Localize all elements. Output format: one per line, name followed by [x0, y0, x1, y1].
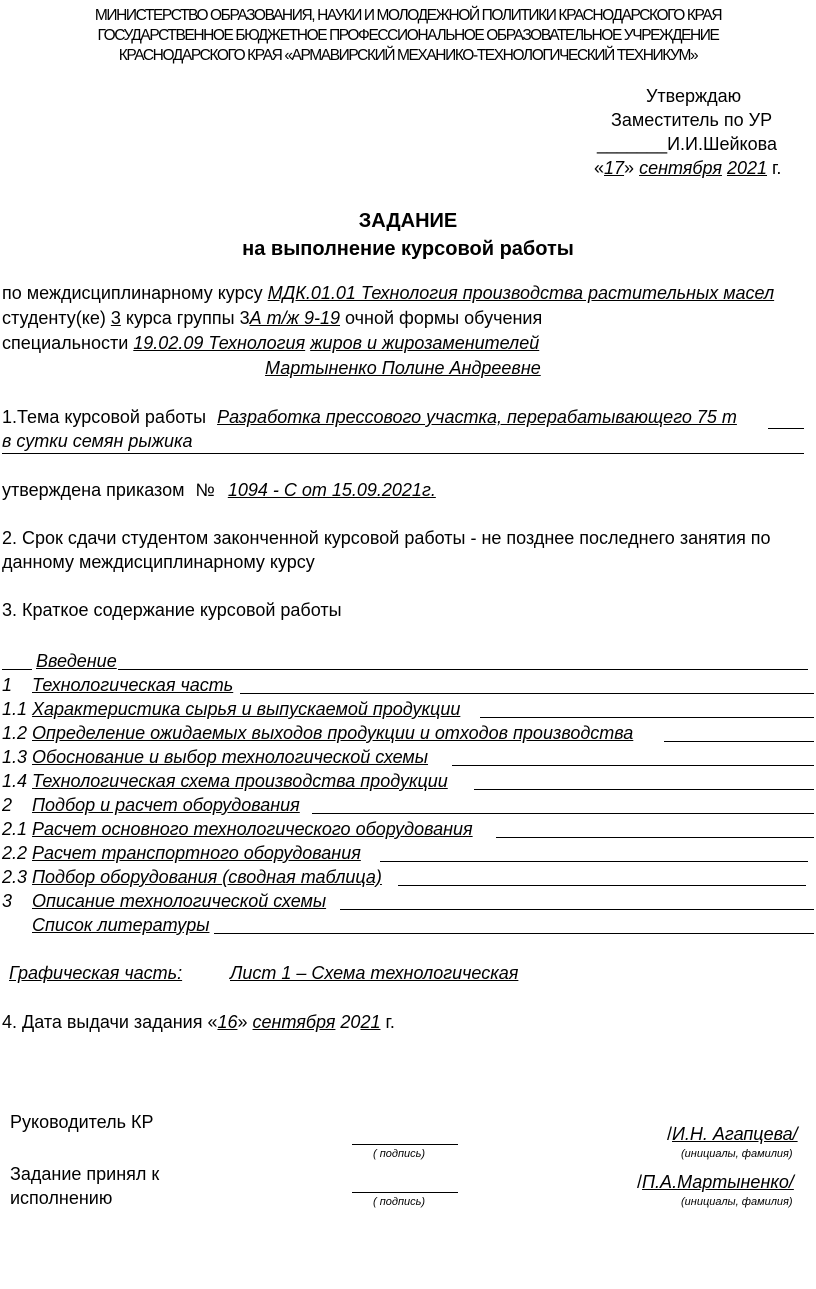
- issue-year-prefix: 20: [340, 1012, 361, 1032]
- ministry-line: МИНИСТЕРСТВО ОБРАЗОВАНИЯ, НАУКИ И МОЛОДЕЖНОЙ ПОЛИТИКИ КРАСНОДАРСКОГО КРАЯ: [94, 7, 722, 24]
- approval-day: 17: [604, 158, 625, 178]
- supervisor-name: И.Н. Агапцева/: [672, 1124, 798, 1144]
- toc-number: 1.1: [2, 699, 28, 719]
- institution-line: ГОСУДАРСТВЕННОЕ БЮДЖЕТНОЕ ПРОФЕССИОНАЛЬНОЕ ОБРАЗОВАТЕЛЬНОЕ УЧРЕЖДЕНИЕ: [97, 27, 719, 44]
- toc-fill-line: [452, 765, 814, 766]
- toc-item: [0, 745, 814, 769]
- student-name: Мартыненко Полине Андреевне: [265, 358, 541, 378]
- college-line: КРАСНОДАРСКОГО КРАЯ «АРМАВИРСКИЙ МЕХАНИКО-ТЕХНОЛОГИЧЕСКИЙ ТЕХНИКУМ»: [118, 47, 698, 64]
- toc-item: [0, 649, 814, 673]
- document-subtitle: на выполнение курсовой работы: [242, 238, 574, 260]
- toc-text: Описание технологической схемы: [32, 891, 327, 911]
- toc-item: [0, 673, 814, 697]
- toc-text: Подбор и расчет оборудования: [32, 795, 300, 815]
- content-heading: 3. Краткое содержание курсовой работы: [2, 600, 342, 620]
- toc-item: [0, 841, 814, 865]
- course-number: 3: [110, 308, 121, 328]
- issue-month: сентября: [252, 1012, 336, 1032]
- toc-item: [0, 865, 814, 889]
- toc-text: Определение ожидаемых выходов продукции и отходов производства: [32, 723, 634, 743]
- student-label: студенту(ке): [2, 308, 106, 328]
- student-initials-hint: (инициалы, фамилия): [681, 1196, 793, 1208]
- toc-text: Расчет транспортного оборудования: [32, 843, 361, 863]
- student-name-line: [637, 1172, 794, 1193]
- student-line: [2, 308, 542, 329]
- approval-year-suffix: г.: [772, 158, 782, 178]
- toc-number: 2.3: [2, 867, 28, 887]
- specialty-code: 19.02.09 Технология: [133, 333, 306, 353]
- toc-fill-line: [118, 669, 808, 670]
- toc-number: 1.3: [2, 747, 28, 767]
- topic-underline: [2, 453, 804, 454]
- toc-item: [0, 793, 814, 817]
- toc-fill-line: [398, 885, 806, 886]
- specialty-line: [2, 333, 539, 354]
- toc-fill-line: [380, 861, 808, 862]
- quote-close: »: [624, 158, 635, 178]
- quote-open: «: [594, 158, 605, 178]
- toc-number: 2: [2, 795, 13, 815]
- toc-text: Характеристика сырья и выпускаемой продукции: [32, 699, 461, 719]
- toc-number: 2.1: [2, 819, 28, 839]
- approval-month: сентября: [639, 158, 722, 178]
- toc-text: Введение: [36, 651, 117, 671]
- issue-date-line: [2, 1012, 395, 1033]
- deadline-line1: 2. Срок сдачи студентом законченной курсовой работы - не позднее последнего занятия по: [2, 528, 771, 548]
- supervisor-name-line: [667, 1124, 798, 1145]
- graphic-label: Графическая часть:: [9, 963, 183, 983]
- issue-year-suffix: 21: [360, 1012, 381, 1032]
- toc-fill-line: [474, 789, 814, 790]
- toc-item: [0, 721, 814, 745]
- discipline-line: [2, 283, 774, 304]
- issue-g: г.: [385, 1012, 395, 1032]
- approval-signature: [597, 134, 777, 155]
- order-sign: №: [195, 480, 215, 500]
- toc-number: 1.2: [2, 723, 28, 743]
- toc-lead-line: [2, 669, 32, 670]
- student-signature-line: [352, 1192, 458, 1193]
- accepted-label-2: исполнению: [10, 1188, 113, 1208]
- specialty-name: жиров и жирозаменителей: [310, 333, 540, 353]
- approval-signature-blank: _______: [597, 134, 668, 154]
- discipline-value: МДК.01.01 Технология производства растительных масел: [267, 283, 775, 303]
- toc-fill-line: [312, 813, 814, 814]
- approval-date: [594, 158, 781, 179]
- order-line: [2, 480, 436, 501]
- toc-text: Технологическая схема производства продукции: [32, 771, 448, 791]
- toc-item: [0, 817, 814, 841]
- toc-number: 1.4: [2, 771, 28, 791]
- toc-fill-line: [480, 717, 814, 718]
- toc-item: [0, 697, 814, 721]
- topic-value: Разработка прессового участка, перерабатывающего 75 т: [217, 407, 737, 427]
- issue-quote-close: »: [237, 1012, 248, 1032]
- toc-item: [0, 913, 814, 937]
- supervisor-initials-hint: (инициалы, фамилия): [681, 1148, 793, 1160]
- accepted-label-1: Задание принял к: [10, 1164, 160, 1184]
- toc-fill-line: [340, 909, 814, 910]
- course-label: курса группы 3: [125, 308, 250, 328]
- topic-line2: в сутки семян рыжика: [2, 431, 193, 451]
- topic-line: [2, 407, 737, 428]
- topic-label: 1.Тема курсовой работы: [2, 407, 207, 427]
- graphic-value: Лист 1 – Схема технологическая: [230, 963, 519, 983]
- toc-text: Технологическая часть: [32, 675, 234, 695]
- slash: /: [637, 1172, 643, 1192]
- student-signature-name: П.А.Мартыненко/: [642, 1172, 794, 1192]
- study-form: очной формы обучения: [345, 308, 543, 328]
- discipline-label: по междисциплинарному курсу: [2, 283, 263, 303]
- deadline-line2: данному междисциплинарному курсу: [2, 552, 315, 572]
- toc-text: Расчет основного технологического оборудования: [32, 819, 473, 839]
- supervisor-signature-line: [352, 1144, 458, 1145]
- supervisor-signature-hint: ( подпись): [373, 1148, 426, 1160]
- order-label: утверждена приказом: [2, 480, 185, 500]
- toc-number: 3: [2, 891, 13, 911]
- approval-name: И.И.Шейкова: [667, 134, 777, 154]
- topic-fill-line: [768, 428, 804, 429]
- approval-year: 2021: [726, 158, 768, 178]
- toc-fill-line: [240, 693, 814, 694]
- toc-item: [0, 889, 814, 913]
- toc-fill-line: [214, 933, 814, 934]
- approval-word: Утверждаю: [646, 86, 742, 106]
- toc-fill-line: [496, 837, 814, 838]
- issue-date-label: 4. Дата выдачи задания «: [2, 1012, 218, 1032]
- issue-day: 16: [217, 1012, 238, 1032]
- student-signature-hint: ( подпись): [373, 1196, 426, 1208]
- toc-text: Обоснование и выбор технологической схемы: [32, 747, 429, 767]
- toc-item: [0, 769, 814, 793]
- approval-position: Заместитель по УР: [611, 110, 773, 130]
- specialty-label: специальности: [2, 333, 129, 353]
- order-value: 1094 - С от 15.09.2021г.: [227, 480, 436, 500]
- toc-fill-line: [664, 741, 814, 742]
- toc-number: 1: [2, 675, 13, 695]
- slash: /: [667, 1124, 673, 1144]
- toc-text: Подбор оборудования (сводная таблица): [32, 867, 382, 887]
- supervisor-label: Руководитель КР: [10, 1112, 154, 1132]
- document-title: ЗАДАНИЕ: [358, 210, 458, 232]
- toc-number: 2.2: [2, 843, 28, 863]
- toc-text: Список литературы: [32, 915, 210, 935]
- group-value: А т/ж 9-19: [249, 308, 341, 328]
